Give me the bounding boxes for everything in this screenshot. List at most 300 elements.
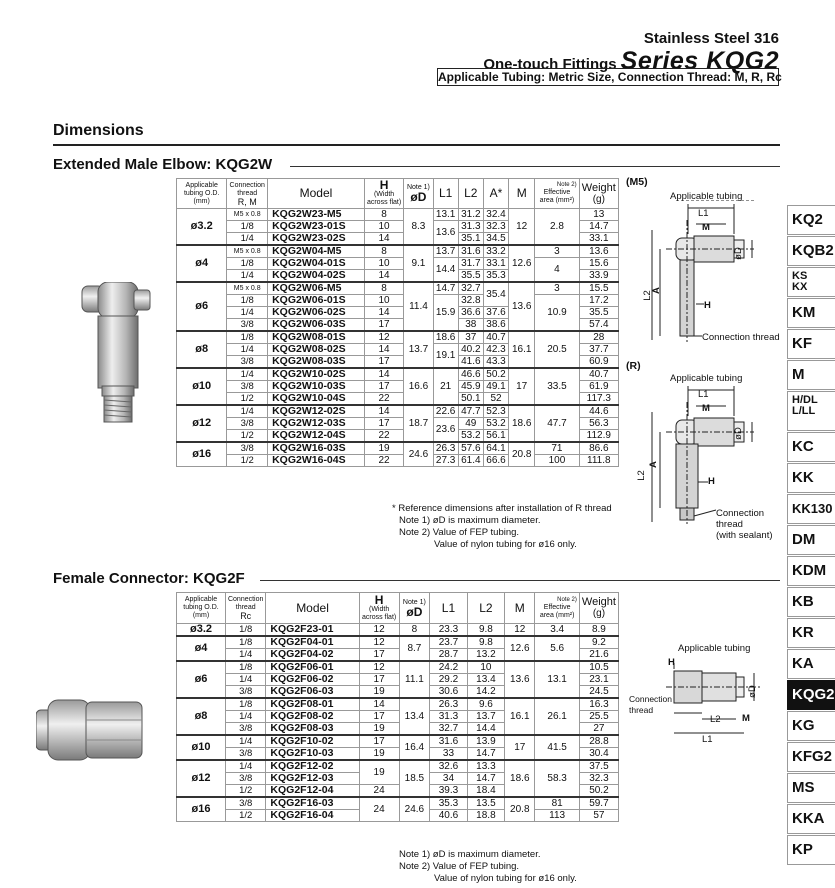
elbow-cell-w: 37.7 (579, 344, 618, 356)
female-cell-d: 18.5 (399, 760, 430, 797)
elbow-cell-a: 35.4 (483, 282, 508, 307)
female-cell-l1: 23.3 (430, 624, 467, 637)
female-cell-l2: 13.9 (467, 735, 504, 748)
female-cell-w: 37.5 (579, 760, 618, 773)
female-cell-l1: 26.3 (430, 698, 467, 711)
elbow-cell-l1: 13.1 (433, 209, 458, 221)
female-cell-thr: 1/4 (225, 649, 265, 662)
r-label: (R) (626, 360, 641, 372)
female-cell-thr: 1/2 (225, 810, 265, 822)
m5-dim-d: øD (732, 247, 744, 260)
elbow-cell-model: KQG2W23-M5 (268, 209, 365, 221)
elbow-cell-w: 33.9 (579, 270, 618, 283)
elbow-cell-h: 10 (364, 221, 404, 233)
elbow-cell-od: ø10 (177, 368, 227, 405)
female-cell-thr: 1/4 (225, 760, 265, 773)
female-cell-l2: 14.4 (467, 723, 504, 736)
f-dim-l2: L2 (710, 714, 721, 725)
elbow-cell-model: KQG2W12-02S (268, 405, 365, 418)
sidebar-tab-kc[interactable]: KC (787, 432, 835, 462)
female-cell-model: KQG2F04-01 (266, 636, 359, 649)
female-cell-l1: 35.3 (430, 797, 467, 810)
female-cell-h: 17 (359, 674, 399, 686)
elbow-cell-m: 13.6 (509, 282, 535, 331)
elbow-cell-a: 35.3 (483, 270, 508, 283)
female-cell-w: 30.4 (579, 748, 618, 761)
elbow-cell-model: KQG2W04-M5 (268, 245, 365, 258)
female-cell-eff: 41.5 (535, 735, 579, 760)
female-cell-model: KQG2F08-03 (266, 723, 359, 736)
female-cell-eff: 26.1 (535, 698, 579, 735)
elbow-cell-thr: 3/8 (227, 418, 268, 430)
elbow-cell-thr: 1/4 (227, 368, 268, 381)
sidebar-tab-m[interactable]: M (787, 360, 835, 390)
female-cell-m: 17 (505, 735, 535, 760)
female-table-body (177, 624, 619, 822)
f-col-effective-area: Note 2) Effective area (mm²) (535, 593, 579, 624)
female-cell-thr: 1/2 (225, 785, 265, 798)
sidebar-tab-kg[interactable]: KG (787, 711, 835, 741)
elbow-cell-l1: 22.6 (433, 405, 458, 418)
elbow-cell-h: 8 (364, 282, 404, 295)
female-cell-w: 21.6 (579, 649, 618, 662)
elbow-cell-w: 33.1 (579, 233, 618, 246)
female-cell-d: 11.1 (399, 661, 430, 698)
elbow-cell-thr: 1/4 (227, 270, 268, 283)
female-cell-d: 16.4 (399, 735, 430, 760)
elbow-cell-m: 18.6 (509, 405, 535, 442)
elbow-cell-a: 64.1 (483, 442, 508, 455)
female-cell-od: ø12 (177, 760, 226, 797)
female-cell-l2: 13.3 (467, 760, 504, 773)
elbow-cell-d: 24.6 (404, 442, 433, 467)
f-col-weight: Weight (g) (579, 593, 618, 624)
elbow-table-row (177, 405, 619, 418)
sidebar-tab-kdm[interactable]: KDM (787, 556, 835, 586)
female-cell-h: 24 (359, 785, 399, 798)
female-cell-thr: 1/4 (225, 735, 265, 748)
elbow-cell-h: 14 (364, 307, 404, 319)
elbow-cell-h: 22 (364, 393, 404, 406)
female-cell-eff: 5.6 (535, 636, 579, 661)
elbow-cell-w: 86.6 (579, 442, 618, 455)
elbow-cell-l2: 47.7 (458, 405, 483, 418)
sidebar-tab-kka[interactable]: KKA (787, 804, 835, 834)
female-cell-l2: 14.7 (467, 748, 504, 761)
elbow-cell-w: 111.8 (579, 455, 618, 467)
female-cell-h: 19 (359, 748, 399, 761)
female-cell-l1: 30.6 (430, 686, 467, 699)
female-cell-d: 8.7 (399, 636, 430, 661)
female-cell-model: KQG2F04-02 (266, 649, 359, 662)
col-a: A* (483, 179, 508, 209)
female-cell-l1: 29.2 (430, 674, 467, 686)
female-cell-l1: 32.6 (430, 760, 467, 773)
elbow-cell-l2: 31.7 (458, 258, 483, 270)
elbow-cell-l2: 61.4 (458, 455, 483, 467)
female-cell-l1: 39.3 (430, 785, 467, 798)
elbow-cell-eff: 3 (535, 245, 579, 258)
elbow-table-row (177, 368, 619, 381)
elbow-cell-thr: 1/4 (227, 233, 268, 246)
female-note-3: Value of nylon tubing for ø16 only. (434, 873, 577, 884)
f-col-l2: L2 (467, 593, 504, 624)
elbow-cell-h: 14 (364, 233, 404, 246)
female-cell-thr: 3/8 (225, 797, 265, 810)
elbow-cell-w: 40.7 (579, 368, 618, 381)
elbow-cell-thr: 1/4 (227, 405, 268, 418)
elbow-cell-d: 13.7 (404, 331, 433, 368)
col-d: Note 1) øD (404, 179, 433, 209)
elbow-cell-model: KQG2W23-01S (268, 221, 365, 233)
female-table-row (177, 661, 619, 674)
sidebar-tab-kqg2[interactable]: KQG2 (787, 680, 835, 710)
elbow-cell-od: ø4 (177, 245, 227, 282)
female-cell-l2: 9.8 (467, 636, 504, 649)
elbow-cell-h: 8 (364, 245, 404, 258)
elbow-cell-h: 17 (364, 418, 404, 430)
elbow-cell-l2: 36.6 (458, 307, 483, 319)
female-table-row (177, 636, 619, 649)
female-cell-l1: 31.6 (430, 735, 467, 748)
sidebar-tab-kr[interactable]: KR (787, 618, 835, 648)
female-cell-w: 24.5 (579, 686, 618, 699)
r-dim-d: øD (732, 427, 744, 440)
elbow-note-ref: * Reference dimensions after installation of R thread (392, 503, 612, 514)
elbow-table-row (177, 258, 619, 270)
elbow-cell-model: KQG2W08-01S (268, 331, 365, 344)
header-series: Series KQG2 (620, 47, 779, 75)
female-cell-w: 50.2 (579, 785, 618, 798)
female-cell-m: 20.8 (505, 797, 535, 822)
col-l1: L1 (433, 179, 458, 209)
elbow-cell-model: KQG2W06-03S (268, 319, 365, 332)
female-cell-od: ø6 (177, 661, 226, 698)
f-applicable-tubing-label: Applicable tubing (678, 643, 751, 654)
elbow-cell-m: 12 (509, 209, 535, 246)
f-dim-m: M (742, 713, 750, 724)
elbow-cell-thr: 3/8 (227, 319, 268, 332)
elbow-cell-thr: 3/8 (227, 356, 268, 369)
f-col-l1: L1 (430, 593, 467, 624)
elbow-cell-eff: 3 (535, 282, 579, 295)
female-table-row (177, 797, 619, 810)
elbow-cell-model: KQG2W16-03S (268, 442, 365, 455)
sidebar-tab-kk[interactable]: KK (787, 463, 835, 493)
elbow-cell-w: 35.5 (579, 307, 618, 319)
elbow-cell-l2: 31.6 (458, 245, 483, 258)
m5-elbow-diagram (636, 200, 786, 350)
elbow-cell-od: ø6 (177, 282, 227, 331)
female-cell-eff: 113 (535, 810, 579, 822)
elbow-cell-w: 15.5 (579, 282, 618, 295)
female-cell-thr: 1/4 (225, 711, 265, 723)
col-effective-area: Note 2) Effective area (mm²) (535, 179, 579, 209)
female-cell-l1: 33 (430, 748, 467, 761)
female-cell-d: 13.4 (399, 698, 430, 735)
female-cell-thr: 1/4 (225, 674, 265, 686)
elbow-cell-a: 34.5 (483, 233, 508, 246)
elbow-cell-d: 16.6 (404, 368, 433, 405)
f-dim-l1: L1 (702, 734, 713, 745)
female-cell-l2: 14.7 (467, 773, 504, 785)
female-connector-diagram (660, 655, 770, 745)
col-h: H (Width across flat) (364, 179, 404, 209)
elbow-cell-d: 11.4 (404, 282, 433, 331)
elbow-cell-h: 17 (364, 356, 404, 369)
elbow-cell-m: 12.6 (509, 245, 535, 282)
elbow-cell-h: 17 (364, 319, 404, 332)
sidebar-tab-ka[interactable]: KA (787, 649, 835, 679)
sidebar-tab-kqb2[interactable]: KQB2 (787, 236, 835, 266)
elbow-cell-l2: 57.6 (458, 442, 483, 455)
sidebar-tab-kb[interactable]: KB (787, 587, 835, 617)
elbow-cell-model: KQG2W10-03S (268, 381, 365, 393)
female-cell-w: 59.7 (579, 797, 618, 810)
elbow-cell-od: ø3.2 (177, 209, 227, 246)
elbow-cell-w: 112.9 (579, 430, 618, 443)
f-col-h: H (Width across flat) (359, 593, 399, 624)
elbow-cell-a: 56.1 (483, 430, 508, 443)
elbow-cell-a: 32.4 (483, 209, 508, 221)
female-cell-l2: 13.4 (467, 674, 504, 686)
elbow-cell-a: 38.6 (483, 319, 508, 332)
r-dim-m: M (702, 403, 710, 414)
elbow-table-row (177, 295, 619, 307)
sidebar-tab-dm[interactable]: DM (787, 525, 835, 555)
elbow-cell-od: ø12 (177, 405, 227, 442)
female-cell-od: ø8 (177, 698, 226, 735)
elbow-cell-w: 15.6 (579, 258, 618, 270)
elbow-table-row (177, 455, 619, 467)
female-cell-l1: 31.3 (430, 711, 467, 723)
elbow-cell-a: 49.1 (483, 381, 508, 393)
elbow-cell-thr: 1/2 (227, 455, 268, 467)
elbow-cell-model: KQG2W06-02S (268, 307, 365, 319)
m5-dim-a: A (650, 287, 662, 294)
elbow-cell-model: KQG2W12-04S (268, 430, 365, 443)
m5-connection-thread-label: Connection thread (702, 332, 780, 343)
elbow-cell-l2: 31.2 (458, 209, 483, 221)
elbow-cell-h: 19 (364, 442, 404, 455)
r-dim-l2: L2 (635, 470, 647, 481)
female-cell-model: KQG2F23-01 (266, 624, 359, 637)
female-note-1: Note 1) øD is maximum diameter. (399, 849, 541, 860)
elbow-cell-h: 22 (364, 430, 404, 443)
female-cell-thr: 1/8 (225, 636, 265, 649)
elbow-cell-l2: 49 (458, 418, 483, 430)
elbow-cell-m: 20.8 (509, 442, 535, 467)
elbow-cell-h: 14 (364, 368, 404, 381)
female-cell-h: 12 (359, 636, 399, 649)
elbow-cell-a: 37.6 (483, 307, 508, 319)
elbow-cell-a: 52 (483, 393, 508, 406)
elbow-cell-eff: 33.5 (535, 368, 579, 405)
female-cell-model: KQG2F06-02 (266, 674, 359, 686)
elbow-cell-thr: 1/8 (227, 221, 268, 233)
female-cell-thr: 1/8 (225, 661, 265, 674)
elbow-cell-l1: 26.3 (433, 442, 458, 455)
sidebar-tab-ks-kx[interactable]: KS KX (787, 267, 835, 297)
elbow-cell-eff: 4 (535, 258, 579, 283)
elbow-cell-w: 44.6 (579, 405, 618, 418)
elbow-cell-model: KQG2W16-04S (268, 455, 365, 467)
elbow-cell-d: 9.1 (404, 245, 433, 282)
elbow-cell-l2: 37 (458, 331, 483, 344)
elbow-cell-l2: 46.6 (458, 368, 483, 381)
elbow-note-1: Note 1) øD is maximum diameter. (399, 515, 541, 526)
elbow-cell-w: 17.2 (579, 295, 618, 307)
elbow-cell-a: 50.2 (483, 368, 508, 381)
elbow-cell-h: 14 (364, 270, 404, 283)
female-table-row (177, 698, 619, 711)
sidebar-tab-km[interactable]: KM (787, 298, 835, 328)
elbow-cell-h: 8 (364, 209, 404, 221)
sidebar-tab-kp[interactable]: KP (787, 835, 835, 865)
elbow-cell-thr: 1/4 (227, 307, 268, 319)
female-cell-w: 57 (579, 810, 618, 822)
elbow-section-title: Extended Male Elbow: KQG2W (53, 156, 273, 173)
elbow-cell-thr: 1/4 (227, 344, 268, 356)
female-cell-model: KQG2F12-04 (266, 785, 359, 798)
elbow-table-row (177, 442, 619, 455)
applicable-tubing-banner: Applicable Tubing: Metric Size, Connection Thread: M, R, Rc (438, 70, 782, 84)
elbow-cell-od: ø8 (177, 331, 227, 368)
elbow-cell-a: 32.3 (483, 221, 508, 233)
female-cell-h: 17 (359, 649, 399, 662)
elbow-cell-m: 16.1 (509, 331, 535, 368)
elbow-cell-l2: 45.9 (458, 381, 483, 393)
elbow-cell-h: 17 (364, 381, 404, 393)
female-cell-od: ø3.2 (177, 624, 226, 637)
elbow-cell-l1: 19.1 (433, 344, 458, 369)
elbow-cell-l2: 50.1 (458, 393, 483, 406)
female-cell-model: KQG2F10-02 (266, 735, 359, 748)
r-dim-a: A (647, 461, 659, 468)
elbow-cell-l2: 31.3 (458, 221, 483, 233)
elbow-fitting-photo (68, 282, 162, 432)
female-cell-model: KQG2F08-02 (266, 711, 359, 723)
female-cell-l2: 18.4 (467, 785, 504, 798)
female-cell-eff: 13.1 (535, 661, 579, 698)
col-weight: Weight (g) (579, 179, 618, 209)
f-col-model: Model (266, 593, 359, 624)
female-cell-h: 24 (359, 797, 399, 822)
m5-dim-h: H (704, 300, 711, 311)
elbow-cell-w: 60.9 (579, 356, 618, 369)
female-cell-l2: 9.6 (467, 698, 504, 711)
female-cell-l1: 34 (430, 773, 467, 785)
elbow-cell-model: KQG2W06-01S (268, 295, 365, 307)
sidebar-tab-kfg2[interactable]: KFG2 (787, 742, 835, 772)
elbow-cell-h: 10 (364, 258, 404, 270)
elbow-table-row (177, 245, 619, 258)
elbow-cell-thr: M5 x 0.8 (227, 282, 268, 295)
elbow-cell-l2: 32.7 (458, 282, 483, 295)
female-cell-l2: 13.2 (467, 649, 504, 662)
elbow-cell-l1: 27.3 (433, 455, 458, 467)
r-applicable-tubing-label: Applicable tubing (670, 373, 743, 384)
sidebar-tab-kk130[interactable]: KK130 (787, 494, 835, 524)
elbow-cell-thr: 1/8 (227, 331, 268, 344)
elbow-cell-h: 12 (364, 331, 404, 344)
female-cell-h: 12 (359, 624, 399, 637)
m5-applicable-tubing-label: Applicable tubing (670, 191, 743, 202)
female-cell-l2: 14.2 (467, 686, 504, 699)
female-cell-w: 10.5 (579, 661, 618, 674)
female-connector-photo (36, 690, 146, 770)
elbow-cell-model: KQG2W10-02S (268, 368, 365, 381)
elbow-cell-thr: 3/8 (227, 442, 268, 455)
female-cell-od: ø4 (177, 636, 226, 661)
dimensions-title: Dimensions (53, 122, 144, 139)
elbow-cell-h: 14 (364, 405, 404, 418)
elbow-cell-l1: 21 (433, 368, 458, 405)
elbow-cell-w: 117.3 (579, 393, 618, 406)
female-section-title: Female Connector: KQG2F (53, 570, 245, 587)
f-col-thread: Connection thread Rc (225, 593, 265, 624)
m5-label: (M5) (626, 176, 648, 188)
elbow-cell-model: KQG2W08-02S (268, 344, 365, 356)
female-note-2: Note 2) Value of FEP tubing. (399, 861, 520, 872)
elbow-cell-w: 57.4 (579, 319, 618, 332)
elbow-cell-l1: 23.6 (433, 418, 458, 443)
sidebar-tab-ms[interactable]: MS (787, 773, 835, 803)
col-thread: Connection thread R, M (227, 179, 268, 209)
elbow-dimensions-table (176, 178, 619, 467)
elbow-cell-model: KQG2W10-04S (268, 393, 365, 406)
elbow-notes (392, 503, 612, 551)
elbow-cell-model: KQG2W06-M5 (268, 282, 365, 295)
elbow-cell-eff: 10.9 (535, 295, 579, 332)
col-l2: L2 (458, 179, 483, 209)
elbow-cell-h: 22 (364, 455, 404, 467)
female-cell-l1: 24.2 (430, 661, 467, 674)
elbow-cell-w: 14.7 (579, 221, 618, 233)
elbow-cell-l1: 13.6 (433, 221, 458, 246)
sidebar-tab-kq2[interactable]: KQ2 (787, 205, 835, 235)
elbow-cell-a: 40.7 (483, 331, 508, 344)
female-cell-model: KQG2F08-01 (266, 698, 359, 711)
elbow-cell-eff: 100 (535, 455, 579, 467)
sidebar-tab-h-dl-l-ll[interactable]: H/DL L/LL (787, 391, 835, 431)
elbow-cell-l2: 32.8 (458, 295, 483, 307)
sidebar-tab-kf[interactable]: KF (787, 329, 835, 359)
female-cell-m: 12.6 (505, 636, 535, 661)
female-cell-w: 25.5 (579, 711, 618, 723)
col-tubing-od: Applicable tubing O.D. (mm) (177, 179, 227, 209)
female-cell-thr: 3/8 (225, 723, 265, 736)
elbow-cell-a: 52.3 (483, 405, 508, 418)
female-cell-m: 18.6 (505, 760, 535, 797)
elbow-cell-l2: 41.6 (458, 356, 483, 369)
elbow-cell-model: KQG2W04-02S (268, 270, 365, 283)
female-cell-w: 27 (579, 723, 618, 736)
f-connection-thread-label: Connection thread (629, 694, 673, 715)
elbow-cell-model: KQG2W08-03S (268, 356, 365, 369)
elbow-cell-a: 53.2 (483, 418, 508, 430)
elbow-cell-model: KQG2W12-03S (268, 418, 365, 430)
female-cell-w: 32.3 (579, 773, 618, 785)
elbow-table-row (177, 282, 619, 295)
female-table-row (177, 735, 619, 748)
elbow-cell-d: 8.3 (404, 209, 433, 246)
female-cell-m: 16.1 (505, 698, 535, 735)
elbow-table-row (177, 209, 619, 221)
elbow-cell-thr: 1/8 (227, 295, 268, 307)
elbow-cell-l1: 15.9 (433, 295, 458, 332)
r-dim-l1: L1 (698, 389, 709, 400)
